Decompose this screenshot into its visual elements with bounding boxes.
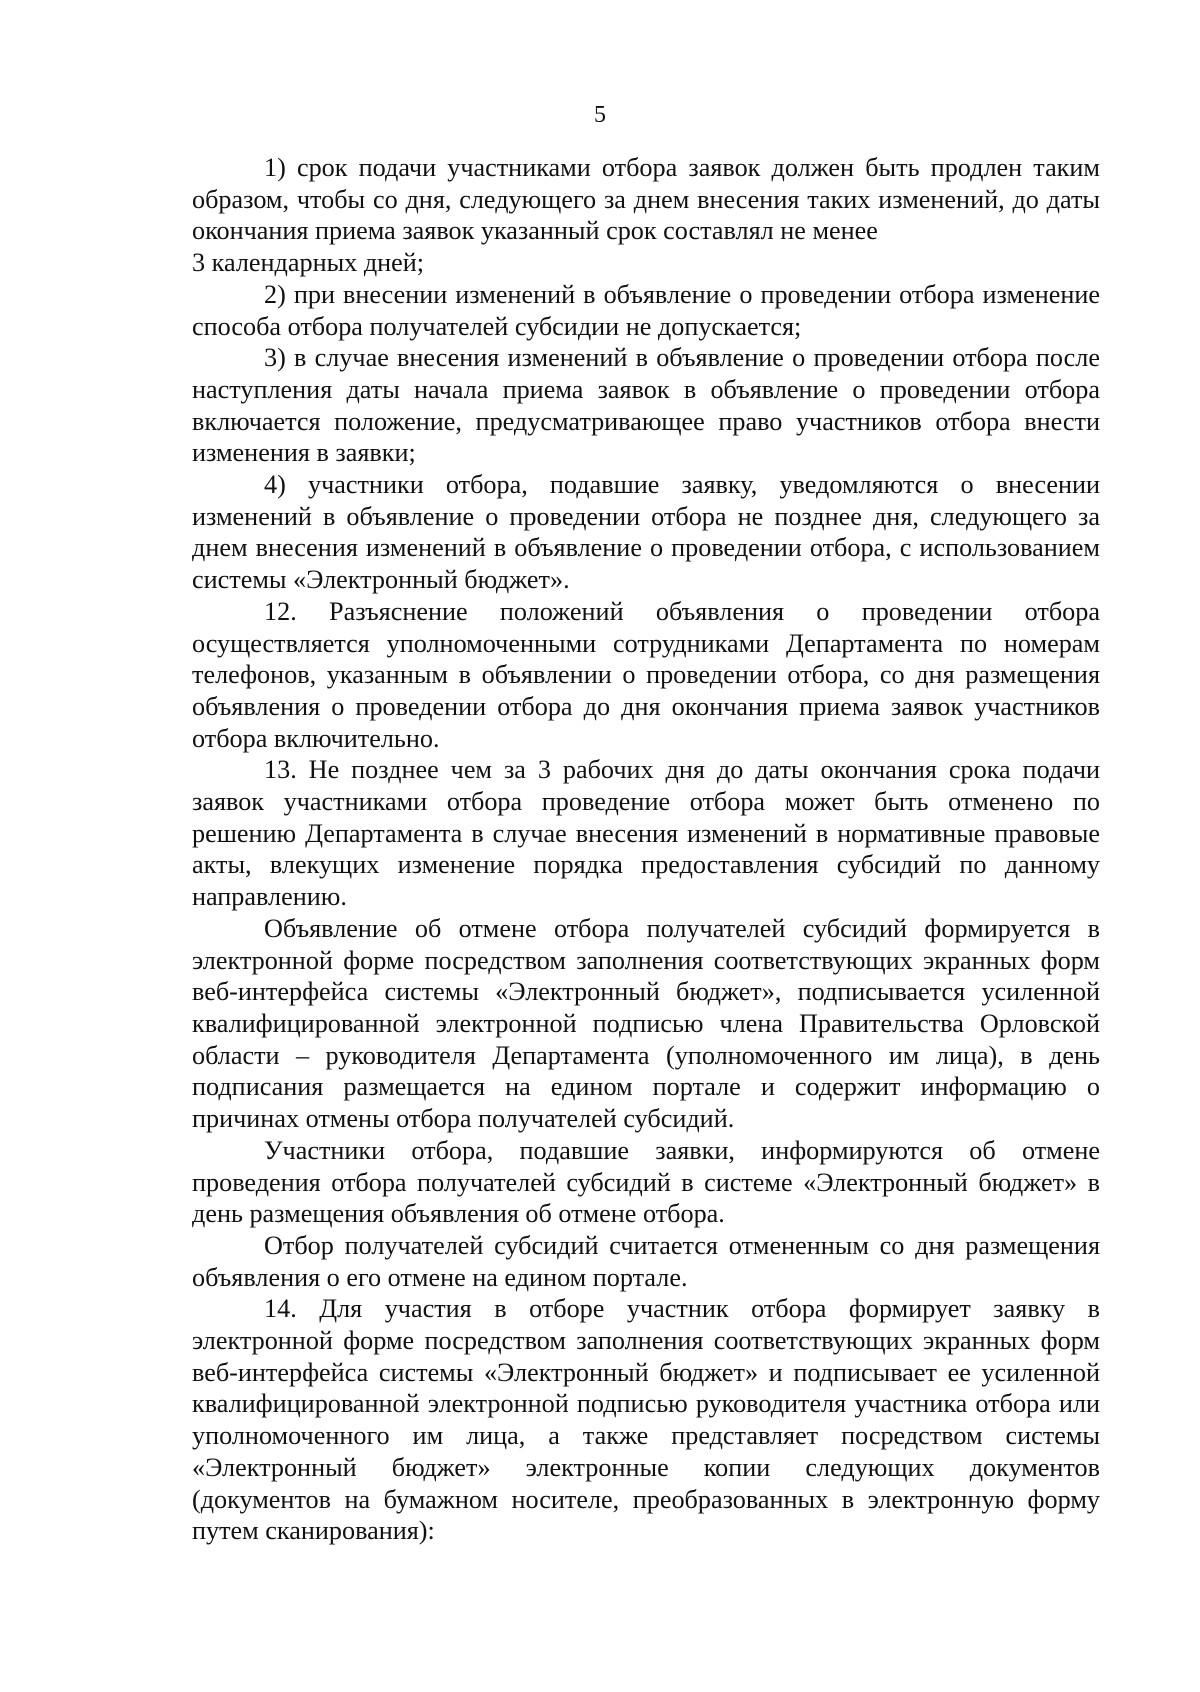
paragraph-item-1: 1) срок подачи участниками отбора заявок должен быть продлен таким образом, чтобы со дня, следующего за днем внесения таких изменений, до даты окончания приема заявок указанный срок составлял не менее <box>192 153 1100 246</box>
paragraph-cancellation-notice: Объявление об отмене отбора получателей субсидий формируется в электронной форме посредством заполнения соответствующих экранных форм веб-интерфейса системы «Электронный бюджет», подписывается усиленной квалифицированной электронной подписью члена Правительства Орловской области – руководителя Департамента (уполномоченного им лица), в день подписания размещается на едином портале и содержит информацию о причинах отмены отбора получателей субсидий. <box>192 913 1100 1134</box>
paragraph-section-12: 12. Разъяснение положений объявления о проведении отбора осуществляется уполномоченными сотрудниками Департамента по номерам телефонов, указанным в объявлении о проведении отбора, со дня размещения объявления о проведении отбора до дня окончания приема заявок участников отбора включительно. <box>192 596 1100 753</box>
paragraph-selection-cancelled: Отбор получателей субсидий считается отмененным со дня размещения объявления о его отмене на едином портале. <box>192 1230 1100 1292</box>
paragraph-section-14: 14. Для участия в отборе участник отбора формирует заявку в электронной форме посредством заполнения соответствующих экранных форм веб-интерфейса системы «Электронный бюджет» и подписывает ее усиленной квалифицированной электронной подписью руководителя участника отбора или уполномоченного им лица, а также представляет посредством системы «Электронный бюджет» электронные копии следующих документов (документов на бумажном носителе, преобразованных в электронную форму путем сканирования): <box>192 1294 1100 1546</box>
document-body <box>192 152 1100 1547</box>
paragraph-participants-informed: Участники отбора, подавшие заявки, информируются об отмене проведения отбора получателей субсидий в системе «Электронный бюджет» в день размещения объявления об отмене отбора. <box>192 1135 1100 1229</box>
paragraph-item-1-continuation: 3 календарных дней; <box>192 248 425 278</box>
paragraph-section-13: 13. Не позднее чем за 3 рабочих дня до даты окончания срока подачи заявок участниками отбора проведение отбора может быть отменено по решению Департамента в случае внесения изменений в нормативные правовые акты, влекущих изменение порядка предоставления субсидий по данному направлению. <box>192 755 1100 912</box>
page-number: 5 <box>594 102 606 128</box>
paragraph-item-4: 4) участники отбора, подавшие заявку, уведомляются о внесении изменений в объявление о проведении отбора не позднее дня, следующего за днем внесения изменений в объявление о проведении отбора, с использованием системы «Электронный бюджет». <box>192 470 1100 595</box>
paragraph-item-3: 3) в случае внесения изменений в объявление о проведении отбора после наступления даты начала приема заявок в объявление о проведении отбора включается положение, предусматривающее право участников отбора внести изменения в заявки; <box>192 343 1100 468</box>
paragraph-item-2: 2) при внесении изменений в объявление о проведении отбора изменение способа отбора получателей субсидии не допускается; <box>192 279 1100 341</box>
